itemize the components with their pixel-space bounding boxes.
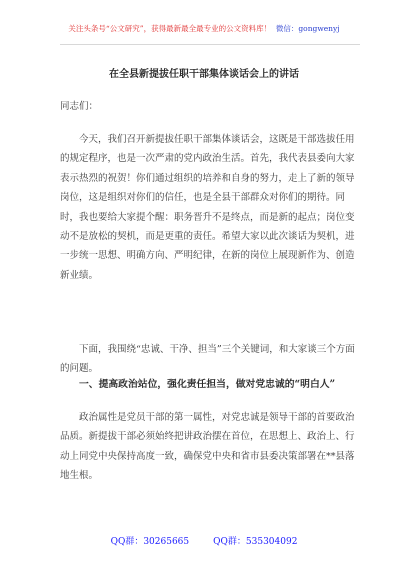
- section-heading-1: 一、提高政治站位，强化责任担当，做对党忠诚的“明白人”: [79, 379, 336, 390]
- footer-qq-group-1: QQ群：30265665: [110, 537, 190, 547]
- paragraph-opening: 今天，我们召开新提拔任职干部集体谈话会，这既是干部选拔任用的规定程序，也是一次严肃的党内政治生活。首先，我代表县委向大家表示热烈的祝贺！你们通过组织的培养和自身的努力，走上了新的领导岗位，这是组织对你们的信任，也是全县干部群众对你们的期待。同时，我也要给大家提个醒：职务晋升不是终点，而是新的起点；岗位变动不是放松的契机，而是更重的责任。希望大家以此次谈话为契机，进一步统一思想、明确方向、严明纪律，在新的岗位上展现新作为、创造新业绩。: [60, 134, 355, 281]
- header-divider: [60, 44, 360, 45]
- header-banner: [0, 24, 408, 34]
- footer-qq-group-2: QQ群：535304092: [213, 537, 298, 547]
- salutation: 同志们：: [60, 101, 99, 112]
- paragraph-intro: 下面，我围绕“忠诚、干净、担当”三个关键词，和大家谈三个方面的问题。: [60, 344, 355, 375]
- paragraph-section-1: 政治属性是党员干部的第一属性，对党忠诚是领导干部的首要政治品质。新提拔干部必须始终把讲政治摆在首位，在思想上、政治上、行动上同党中央保持高度一致，确保党中央和省市县委决策部署在**县落地生根。: [60, 412, 355, 482]
- document-title: 在全县新提拔任职干部集体谈话会上的讲话: [109, 69, 299, 80]
- footer-contact: [0, 536, 408, 548]
- header-promo-text: 关注头条号“公文研究”，获得最新最全最专业的公文资料库！: [68, 24, 272, 33]
- header-wechat-text: 微信：gongwenyj: [275, 24, 340, 33]
